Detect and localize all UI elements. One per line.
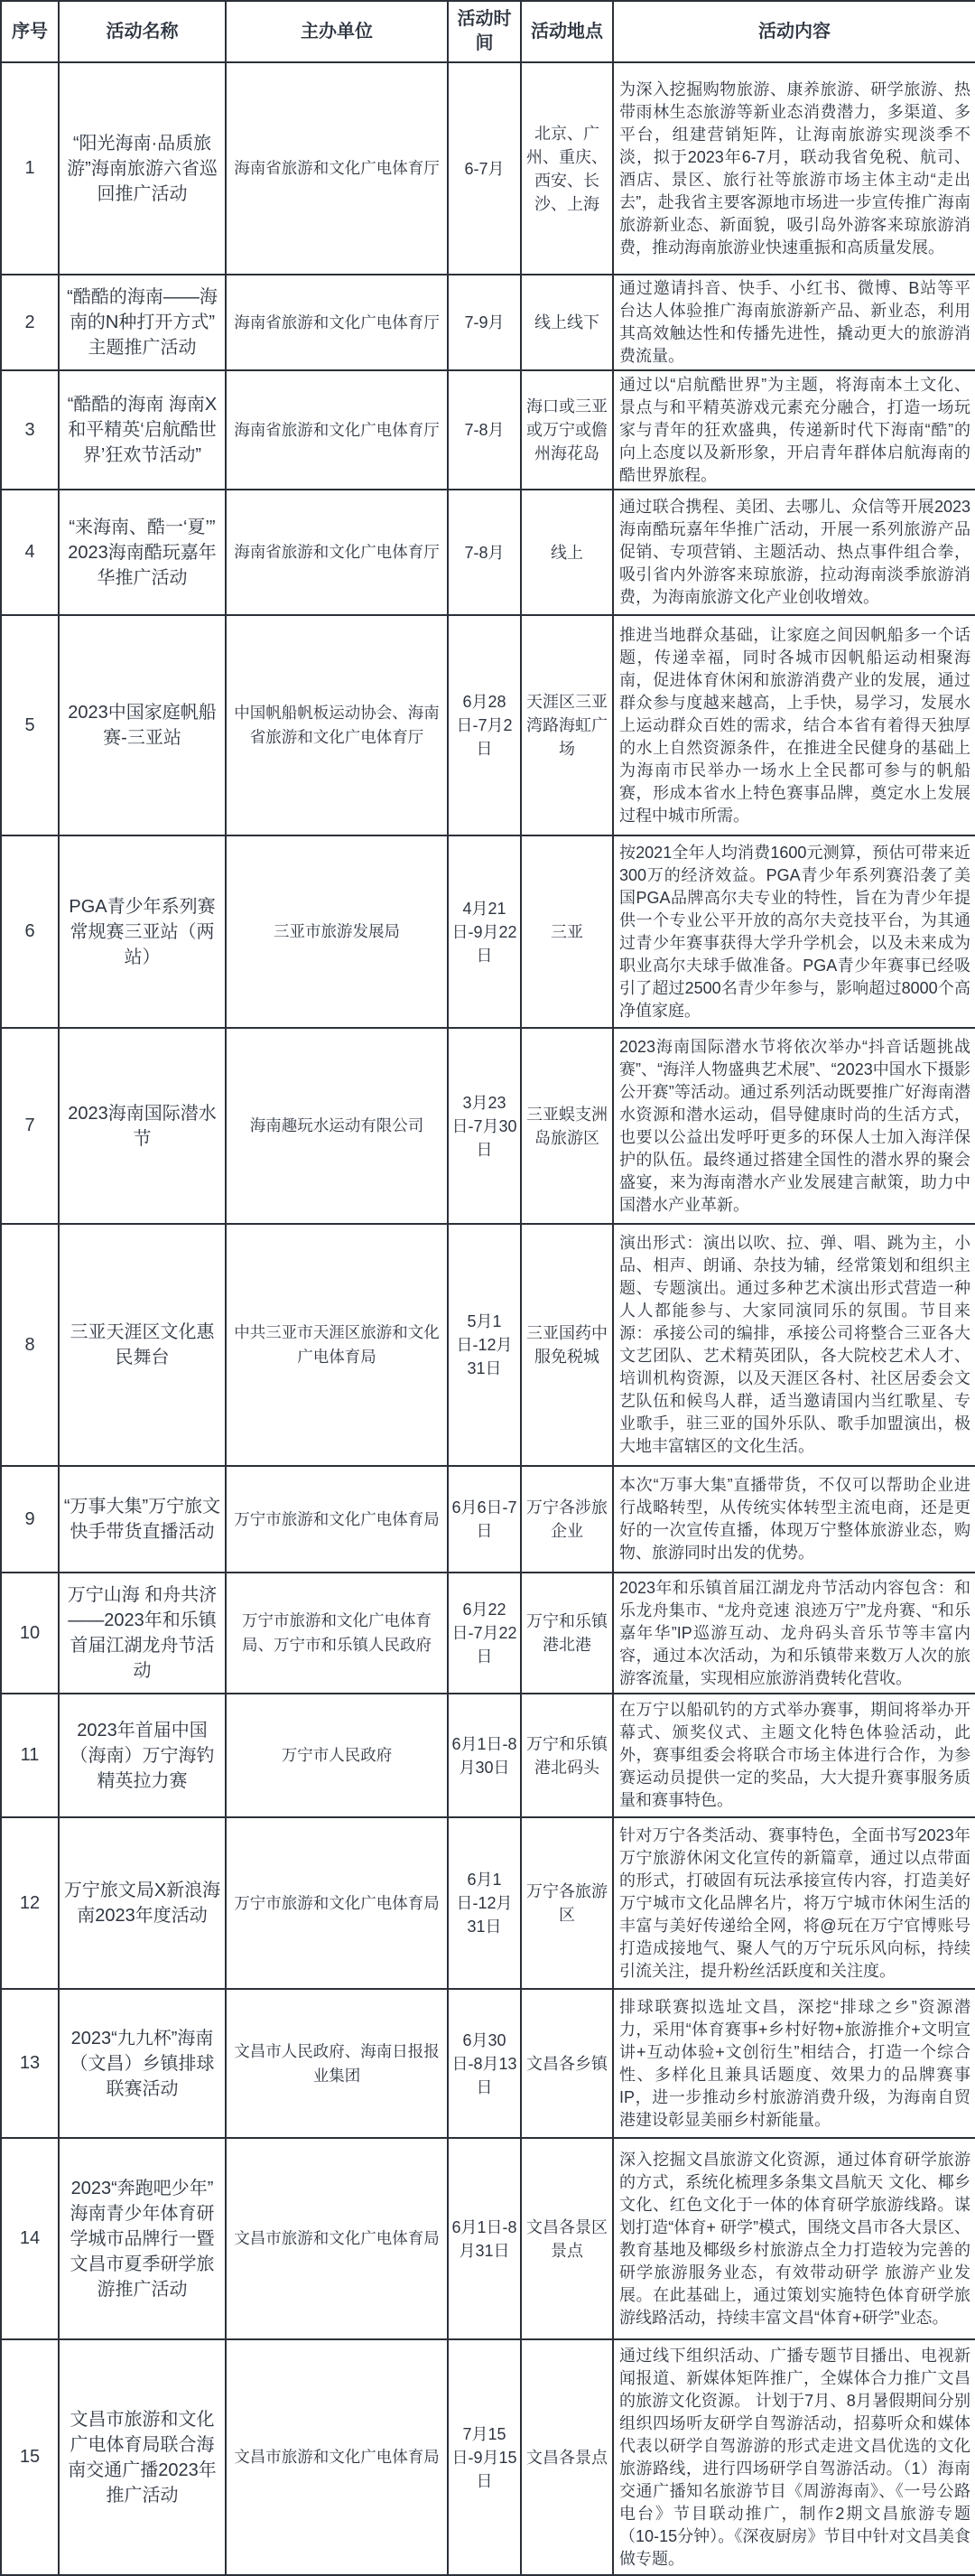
location-cell: 万宁各涉旅企业 bbox=[521, 1466, 613, 1573]
time-cell: 6月1日-12月31日 bbox=[448, 1817, 521, 1989]
table-row bbox=[1, 1989, 975, 2138]
time-cell: 4月21日-9月22日 bbox=[448, 835, 521, 1028]
serial-cell: 11 bbox=[1, 1694, 59, 1817]
serial-cell: 7 bbox=[1, 1028, 59, 1224]
content-cell: 通过以“启航酷世界”为主题，将海南本土文化、景点与和平精英游戏元素充分融合，打造一场玩家与青年的狂欢盛典，传递新时代下海南“酷”的向上态度以及新形象，开启青年群体启航海南的酷世界旅程。 bbox=[613, 370, 975, 490]
serial-cell: 2 bbox=[1, 275, 59, 370]
time-cell: 6-7月 bbox=[448, 62, 521, 275]
time-cell: 6月28日-7月2日 bbox=[448, 615, 521, 835]
content-cell: 2023年和乐镇首届江湖龙舟节活动内容包含：和乐龙舟集市、“龙舟竞速 浪迹万宁”龙舟赛、“和乐嘉年华”IP巡游互动、龙舟码头音乐节等丰富内容，通过本次活动，为和乐镇带来数万人次的旅游客流量，实现相应旅游消费转化营收。 bbox=[613, 1573, 975, 1694]
serial-cell: 10 bbox=[1, 1573, 59, 1694]
name-cell: 2023海南国际潜水节 bbox=[59, 1028, 226, 1224]
content-cell: 通过邀请抖音、快手、小红书、微博、B站等平台达人体验推广海南旅游新产品、新业态，利用其高效触达性和传播先进性，撬动更大的旅游消费流量。 bbox=[613, 275, 975, 370]
organizer-cell: 中共三亚市天涯区旅游和文化广电体育局 bbox=[226, 1224, 448, 1466]
location-cell: 线上线下 bbox=[521, 275, 613, 370]
location-cell: 北京、广州、重庆、西安、长沙、上海 bbox=[521, 62, 613, 275]
table-row bbox=[1, 2138, 975, 2339]
name-cell: 2023中国家庭帆船赛-三亚站 bbox=[59, 615, 226, 835]
time-cell: 5月1日-12月31日 bbox=[448, 1224, 521, 1466]
content-cell: 2023海南国际潜水节将依次举办“抖音话题挑战赛”、“海洋人物盛典艺术展”、“2023中国水下摄影公开赛”等活动。通过系列活动既要推广好海南潜水资源和潜水运动，倡导健康时尚的生活方式，也要以公益出发呼吁更多的环保人士加入海洋保护的队伍。最终通过搭建全国性的潜水界的聚会盛宴，来为海南潜水产业发展建言献策，助力中国潜水产业革新。 bbox=[613, 1028, 975, 1224]
name-cell: PGA青少年系列赛常规赛三亚站（两站） bbox=[59, 835, 226, 1028]
location-cell: 天涯区三亚湾路海虹广场 bbox=[521, 615, 613, 835]
col-header-organizer: 主办单位 bbox=[226, 1, 448, 62]
content-cell: 在万宁以船矶钓的方式举办赛事，期间将举办开幕式、颁奖仪式、主题文化特色体验活动，此外，赛事组委会将联合市场主体进行合作，为参赛运动员提供一定的奖品，大大提升赛事服务质量和赛事特色。 bbox=[613, 1694, 975, 1817]
time-cell: 6月22日-7月22日 bbox=[448, 1573, 521, 1694]
serial-cell: 6 bbox=[1, 835, 59, 1028]
name-cell: 万宁旅文局X新浪海南2023年度活动 bbox=[59, 1817, 226, 1989]
table-row bbox=[1, 2339, 975, 2575]
location-cell: 万宁和乐镇港北港 bbox=[521, 1573, 613, 1694]
time-cell: 3月23日-7月30日 bbox=[448, 1028, 521, 1224]
location-cell: 三亚 bbox=[521, 835, 613, 1028]
location-cell: 线上 bbox=[521, 490, 613, 615]
table-row bbox=[1, 370, 975, 490]
content-cell: 为深入挖掘购物旅游、康养旅游、研学旅游、热带雨林生态旅游等新业态消费潜力，多渠道、多平台，组建营销矩阵，让海南旅游实现淡季不淡，拟于2023年6-7月，联动我省免税、航司、酒店、景区、旅行社等旅游市场主体主动“走出去”，赴我省主要客源地市场进一步宣传推广海南旅游新业态、新面貌，吸引岛外游客来琼旅游消费，推动海南旅游业快速重振和高质量发展。 bbox=[613, 62, 975, 275]
col-header-name: 活动名称 bbox=[59, 1, 226, 62]
location-cell: 文昌各景点 bbox=[521, 2339, 613, 2575]
name-cell: “酷酷的海南——海南的N种打开方式”主题推广活动 bbox=[59, 275, 226, 370]
location-cell: 文昌各乡镇 bbox=[521, 1989, 613, 2138]
name-cell: “万事大集”万宁旅文快手带货直播活动 bbox=[59, 1466, 226, 1573]
name-cell: 2023年首届中国（海南）万宁海钓精英拉力赛 bbox=[59, 1694, 226, 1817]
serial-cell: 12 bbox=[1, 1817, 59, 1989]
table-body bbox=[1, 62, 975, 2575]
col-header-content: 活动内容 bbox=[613, 1, 975, 62]
organizer-cell: 三亚市旅游发展局 bbox=[226, 835, 448, 1028]
table-row bbox=[1, 615, 975, 835]
time-cell: 6月1日-8月31日 bbox=[448, 2138, 521, 2339]
table-row bbox=[1, 1466, 975, 1573]
organizer-cell: 海南省旅游和文化广电体育厅 bbox=[226, 490, 448, 615]
time-cell: 7-9月 bbox=[448, 275, 521, 370]
table-row bbox=[1, 1817, 975, 1989]
serial-cell: 5 bbox=[1, 615, 59, 835]
serial-cell: 3 bbox=[1, 370, 59, 490]
serial-cell: 9 bbox=[1, 1466, 59, 1573]
table-row bbox=[1, 835, 975, 1028]
name-cell: 2023“九九杯”海南（文昌）乡镇排球联赛活动 bbox=[59, 1989, 226, 2138]
time-cell: 6月6日-7日 bbox=[448, 1466, 521, 1573]
content-cell: 通过联合携程、美团、去哪儿、众信等开展2023海南酷玩嘉年华推广活动，开展一系列旅游产品促销、专项营销、主题活动、热点事件组合拳，吸引省内外游客来琼旅游，拉动海南淡季旅游消费，为海南旅游文化产业创收增效。 bbox=[613, 490, 975, 615]
organizer-cell: 万宁市人民政府 bbox=[226, 1694, 448, 1817]
table-header bbox=[1, 1, 975, 62]
name-cell: “来海南、酷一‘夏’”2023海南酷玩嘉年华推广活动 bbox=[59, 490, 226, 615]
organizer-cell: 万宁市旅游和文化广电体育局 bbox=[226, 1466, 448, 1573]
time-cell: 7-8月 bbox=[448, 490, 521, 615]
time-cell: 6月30日-8月13日 bbox=[448, 1989, 521, 2138]
location-cell: 文昌各景区景点 bbox=[521, 2138, 613, 2339]
content-cell: 排球联赛拟选址文昌，深挖“排球之乡”资源潜力，采用“体育赛事+乡村好物+旅游推介+文明宣讲+互动体验+文创衍生”相结合，打造一个综合性、多样化且兼具话题度、效果力的品牌赛事IP，进一步推动乡村旅游消费升级，为海南自贸港建设彰显美丽乡村新能量。 bbox=[613, 1989, 975, 2138]
col-header-location: 活动地点 bbox=[521, 1, 613, 62]
serial-cell: 4 bbox=[1, 490, 59, 615]
name-cell: 文昌市旅游和文化广电体育局联合海南交通广播2023年推广活动 bbox=[59, 2339, 226, 2575]
table-row bbox=[1, 1224, 975, 1466]
table-row bbox=[1, 490, 975, 615]
location-cell: 万宁各旅游区 bbox=[521, 1817, 613, 1989]
content-cell: 本次“万事大集”直播带货，不仅可以帮助企业进行战略转型，从传统实体转型主流电商，还是更好的一次宣传直播，体现万宁整体旅游业态，购物、旅游同时出发的优势。 bbox=[613, 1466, 975, 1573]
serial-cell: 1 bbox=[1, 62, 59, 275]
name-cell: “阳光海南·品质旅游”海南旅游六省巡回推广活动 bbox=[59, 62, 226, 275]
organizer-cell: 海南省旅游和文化广电体育厅 bbox=[226, 62, 448, 275]
time-cell: 7-8月 bbox=[448, 370, 521, 490]
name-cell: 万宁山海 和舟共济——2023年和乐镇首届江湖龙舟节活动 bbox=[59, 1573, 226, 1694]
organizer-cell: 海南省旅游和文化广电体育厅 bbox=[226, 275, 448, 370]
location-cell: 三亚国药中服免税城 bbox=[521, 1224, 613, 1466]
location-cell: 海口或三亚或万宁或儋州海花岛 bbox=[521, 370, 613, 490]
organizer-cell: 海南趣玩水运动有限公司 bbox=[226, 1028, 448, 1224]
content-cell: 深入挖掘文昌旅游文化资源，通过体育研学旅游的方式，系统化梳理多条集文昌航天 文化、椰乡文化、红色文化于一体的体育研学旅游线路。谋划打造“体育+ 研学”模式，围绕文昌市各大景区、教育基地及椰级乡村旅游点全力打造较为完善的研学旅游服务业态，有效带动研学 旅游产业发展。在此基础上，通过策划实施特色体育研学旅游线路活动，持续丰富文昌“体育+研学”业态。 bbox=[613, 2138, 975, 2339]
content-cell: 推进当地群众基础，让家庭之间因帆船多一个话题，传递幸福，同时各城市因帆船运动相聚海南，促进体育休闲和旅游消费产业的发展，通过群众参与度越来越高，上手快，易学习，发展水上运动群众百姓的需求，结合本省有着得天独厚的水上自然资源条件，在推进全民健身的基础上为海南市民举办一场水上全民都可参与的帆船赛，形成本省水上特色赛事品牌，奠定水上发展过程中城市所需。 bbox=[613, 615, 975, 835]
location-cell: 万宁和乐镇港北码头 bbox=[521, 1694, 613, 1817]
name-cell: 三亚天涯区文化惠民舞台 bbox=[59, 1224, 226, 1466]
col-header-time: 活动时间 bbox=[448, 1, 521, 62]
serial-cell: 15 bbox=[1, 2339, 59, 2575]
organizer-cell: 万宁市旅游和文化广电体育局 bbox=[226, 1817, 448, 1989]
content-cell: 演出形式：演出以吹、拉、弹、唱、跳为主，小品、相声、朗诵、杂技为辅，经常策划和组织主题、专题演出。通过多种艺术演出形式营造一种人人都能参与、大家同演同乐的氛围。节目来源：承接公司的编排，承接公司将整合三亚各大文艺团队、艺术精英团队，各大院校艺术人才、培训机构资源，以及天涯区各村、社区居委会文艺队伍和候鸟人群，适当邀请国内当红歌星、专业歌手，驻三亚的国外乐队、歌手加盟演出，极大地丰富辖区的文化生活。 bbox=[613, 1224, 975, 1466]
organizer-cell: 文昌市人民政府、海南日报报业集团 bbox=[226, 1989, 448, 2138]
col-header-serial: 序号 bbox=[1, 1, 59, 62]
content-cell: 针对万宁各类活动、赛事特色，全面书写2023年万宁旅游休闲文化宣传的新篇章，通过以点带面的形式，打破固有玩法承接宣传内容，打造美好万宁城市文化品牌名片，将万宁城市休闲生活的丰富与美好传递给全网，将@玩在万宁官博账号打造成接地气、聚人气的万宁玩乐风向标，持续引流关注，提升粉丝活跃度和关注度。 bbox=[613, 1817, 975, 1989]
content-cell: 通过线下组织活动、广播专题节目播出、电视新闻报道、新媒体矩阵推广，全媒体合力推广文昌的旅游文化资源。 计划于7月、8月暑假期间分别组织四场听友研学自驾游活动，招募听众和媒体代表以研学自驾游游的形式走进文昌优选的文化旅游路线，进行四场研学自驾游活动。（1）海南交通广播知名旅游节目《周游海南》、《一号公路电台》节目联动推广，制作2期文昌旅游专题（10-15分钟）。《深夜厨房》节目中针对文昌美食做专题。 bbox=[613, 2339, 975, 2575]
content-cell: 按2021全年人均消费1600元测算，预估可带来近300万的经济效益。PGA青少年系列赛沿袭了美国PGA品牌高尔夫专业的特性，旨在为青少年提供一个专业公平开放的高尔夫竞技平台，为其通过青少年赛事获得大学升学机会，以及未来成为职业高尔夫球手做准备。PGA青少年赛事已经吸引了超过2500名青少年参与，影响超过8000个高净值家庭。 bbox=[613, 835, 975, 1028]
table-row bbox=[1, 62, 975, 275]
table-row bbox=[1, 1028, 975, 1224]
organizer-cell: 万宁市旅游和文化广电体育局、万宁市和乐镇人民政府 bbox=[226, 1573, 448, 1694]
serial-cell: 8 bbox=[1, 1224, 59, 1466]
name-cell: “酷酷的海南 海南X和平精英‘启航酷世界’狂欢节活动” bbox=[59, 370, 226, 490]
organizer-cell: 海南省旅游和文化广电体育厅 bbox=[226, 370, 448, 490]
table-row bbox=[1, 1694, 975, 1817]
organizer-cell: 文昌市旅游和文化广电体育局 bbox=[226, 2138, 448, 2339]
table-row bbox=[1, 275, 975, 370]
organizer-cell: 文昌市旅游和文化广电体育局 bbox=[226, 2339, 448, 2575]
serial-cell: 13 bbox=[1, 1989, 59, 2138]
table-row bbox=[1, 1573, 975, 1694]
header-row bbox=[1, 1, 975, 62]
serial-cell: 14 bbox=[1, 2138, 59, 2339]
name-cell: 2023“奔跑吧少年”海南青少年体育研学城市品牌行一暨文昌市夏季研学旅游推广活动 bbox=[59, 2138, 226, 2339]
organizer-cell: 中国帆船帆板运动协会、海南省旅游和文化广电体育厅 bbox=[226, 615, 448, 835]
time-cell: 6月1日-8月30日 bbox=[448, 1694, 521, 1817]
time-cell: 7月15日-9月15日 bbox=[448, 2339, 521, 2575]
location-cell: 三亚蜈支洲岛旅游区 bbox=[521, 1028, 613, 1224]
